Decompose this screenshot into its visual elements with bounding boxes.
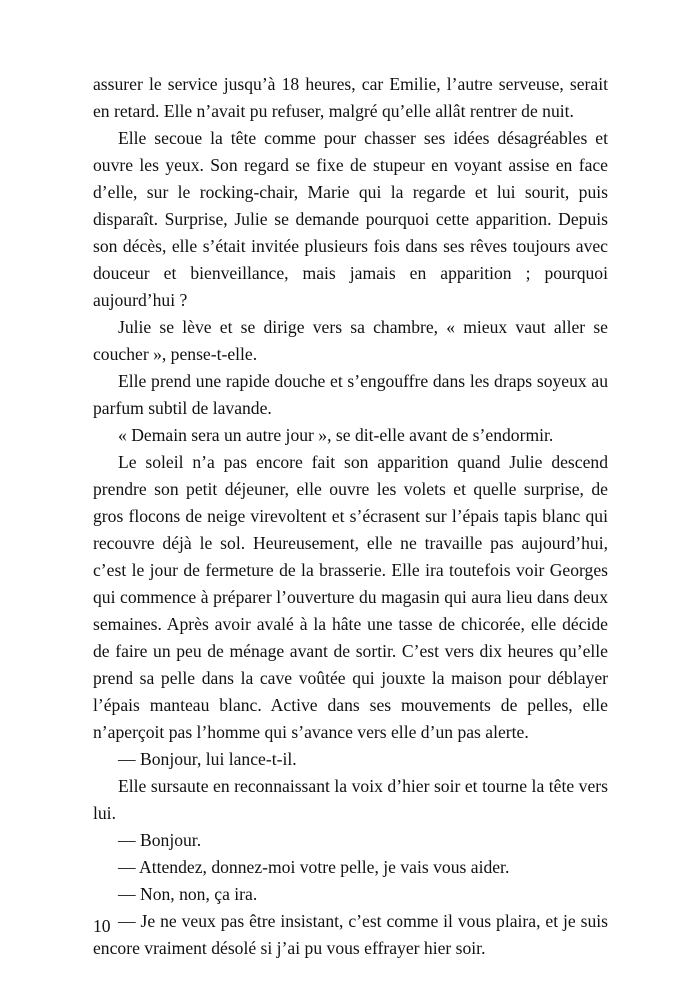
paragraph: « Demain sera un autre jour », se dit-elle avant de s’endormir. bbox=[118, 425, 554, 445]
paragraph: Elle sursaute en reconnaissant la voix d’hier soir et tourne la tête vers lui. bbox=[93, 776, 608, 823]
dialogue-line: — Non, non, ça ira. bbox=[118, 884, 258, 904]
paragraph: Elle secoue la tête comme pour chasser ses idées désagréables et ouvre les yeux. Son regard se fixe de stupeur en voyant assise en face d’elle, sur le rocking-chair, Marie qui la regarde et lui sourit, puis disparaît. Surprise, Julie se demande pourquoi cette apparition. Depuis son décès, elle s’était invitée plusieurs fois dans ses rêves toujours avec douceur et bienveillance, mais jamais en apparition ; pourquoi aujourd’hui ? bbox=[93, 128, 608, 310]
paragraph: Le soleil n’a pas encore fait son apparition quand Julie descend prendre son petit déjeuner, elle ouvre les volets et quelle surprise, de gros flocons de neige virevoltent et s’écrasent sur l’épais tapis blanc qui recouvre déjà le sol. Heureusement, elle ne travaille pas aujourd’hui, c’est le jour de fermeture de la brasserie. Elle ira toutefois voir Georges qui commence à préparer l’ouverture du magasin qui aura lieu dans deux semaines. Après avoir avalé à la hâte une tasse de chicorée, elle décide de faire un peu de ménage avant de sortir. C’est vers dix heures qu’elle prend sa pelle dans la cave voûtée qui jouxte la maison pour déblayer l’épais manteau blanc. Active dans ses mouvements de pelles, elle n’aperçoit pas l’homme qui s’avance vers elle d’un pas alerte. bbox=[93, 452, 608, 742]
dialogue-line: — Je ne veux pas être insistant, c’est comme il vous plaira, et je suis encore vraiment désolé si j’ai pu vous effrayer hier soir. bbox=[93, 911, 608, 958]
paragraph: assurer le service jusqu’à 18 heures, car Emilie, l’autre serveuse, serait en retard. Elle n’avait pu refuser, malgré qu’elle allât rentrer de nuit. bbox=[93, 74, 608, 121]
paragraph: Elle prend une rapide douche et s’engouffre dans les draps soyeux au parfum subtil de lavande. bbox=[93, 371, 608, 418]
dialogue-line: — Attendez, donnez-moi votre pelle, je vais vous aider. bbox=[118, 857, 510, 877]
dialogue-line: — Bonjour, lui lance-t-il. bbox=[118, 749, 297, 769]
paragraph: Julie se lève et se dirige vers sa chambre, « mieux vaut aller se coucher », pense-t-elle. bbox=[93, 317, 608, 364]
page-number: 10 bbox=[93, 916, 111, 936]
dialogue-line: — Bonjour. bbox=[118, 830, 202, 850]
body-text bbox=[93, 71, 608, 962]
